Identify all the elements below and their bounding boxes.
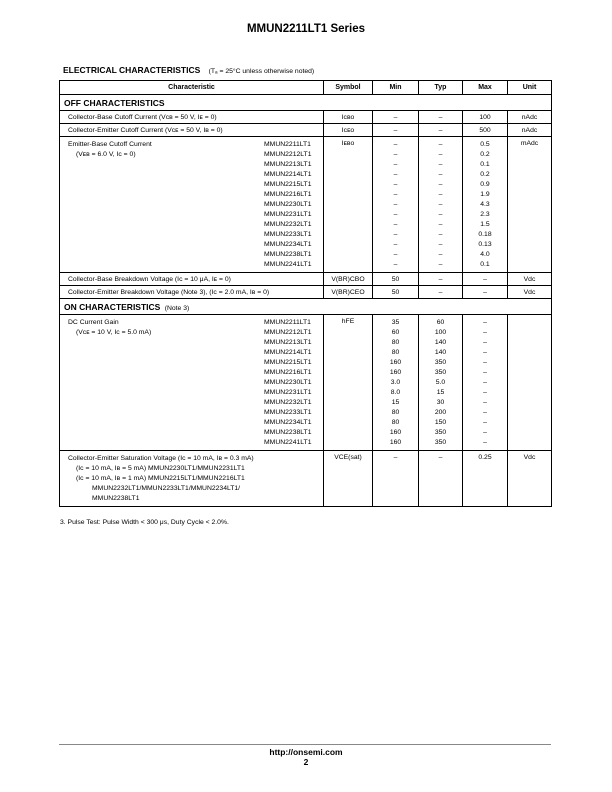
part-number: MMUN2216LT1 xyxy=(264,191,312,198)
icbo-characteristic: Collector-Base Cutoff Current (Vᴄʙ = 50 V, Iᴇ = 0) xyxy=(60,111,324,124)
iebo-typ-value: – xyxy=(438,141,443,148)
iebo-min-value: – xyxy=(393,151,398,158)
hfe-part-line xyxy=(68,428,319,438)
iebo-max-value: 0.18 xyxy=(478,231,492,238)
iebo-part-line xyxy=(68,160,319,170)
hfe-min-value: 160 xyxy=(389,439,402,446)
iebo-max-value: 0.13 xyxy=(478,241,492,248)
iceo-min: – xyxy=(373,124,419,137)
hfe-typ-column xyxy=(419,315,463,451)
iebo-typ-column xyxy=(419,137,463,273)
icbo-unit: nAdc xyxy=(508,111,552,124)
hfe-max-value: – xyxy=(483,439,487,446)
icbo-typ: – xyxy=(419,111,463,124)
table-row xyxy=(60,137,552,273)
iebo-min-value: – xyxy=(393,201,398,208)
hfe-typ-value: 350 xyxy=(434,429,447,436)
vbrceo-symbol: V(BR)CEO xyxy=(324,286,373,299)
iceo-max: 500 xyxy=(463,124,508,137)
iebo-min-column xyxy=(373,137,419,273)
vcesat-parts-2: MMUN2238LT1 xyxy=(92,495,140,502)
hfe-max-value: – xyxy=(483,349,487,356)
iebo-typ-value: – xyxy=(438,261,443,268)
off-section-title: OFF CHARACTERISTICS xyxy=(60,95,552,111)
vcesat-condition-2: (Iᴄ = 10 mA, Iʙ = 1 mA) MMUN2215LT1/MMUN2216LT1 xyxy=(76,475,245,482)
iebo-part-line xyxy=(68,170,319,180)
vbrcbo-max: – xyxy=(463,273,508,286)
vbrceo-min: 50 xyxy=(373,286,419,299)
header-max: Max xyxy=(463,81,508,95)
electrical-characteristics-table xyxy=(59,80,552,507)
hfe-typ-value: 15 xyxy=(436,389,445,396)
vcesat-condition-1: (Iᴄ = 10 mA, Iʙ = 5 mA) MMUN2230LT1/MMUN2231LT1 xyxy=(76,465,245,472)
hfe-max-column xyxy=(463,315,508,451)
on-section-title xyxy=(60,299,552,315)
section-title-text: ELECTRICAL CHARACTERISTICS xyxy=(63,65,201,75)
vbrcbo-symbol: V(BR)CBO xyxy=(324,273,373,286)
table-header-row xyxy=(60,81,552,95)
hfe-symbol: hFE xyxy=(324,315,373,451)
iebo-unit: mAdc xyxy=(508,137,552,273)
vbrceo-typ: – xyxy=(419,286,463,299)
vbrcbo-characteristic: Collector-Base Breakdown Voltage (Iᴄ = 10 μA, Iᴇ = 0) xyxy=(60,273,324,286)
part-number: MMUN2234LT1 xyxy=(264,419,312,426)
footer-divider xyxy=(59,744,551,745)
part-number: MMUN2232LT1 xyxy=(264,221,312,228)
vcesat-typ: – xyxy=(419,451,463,507)
iceo-characteristic: Collector-Emitter Cutoff Current (Vᴄᴇ = 50 V, Iʙ = 0) xyxy=(60,124,324,137)
vbrceo-unit: Vdc xyxy=(508,286,552,299)
table-row xyxy=(60,273,552,286)
part-number: MMUN2230LT1 xyxy=(264,379,312,386)
hfe-typ-value: 350 xyxy=(434,359,447,366)
iebo-min-value: – xyxy=(393,261,398,268)
vcesat-max: 0.25 xyxy=(463,451,508,507)
hfe-min-value: 35 xyxy=(391,319,400,326)
part-number: MMUN2212LT1 xyxy=(264,151,312,158)
vbrcbo-typ: – xyxy=(419,273,463,286)
iebo-min-value: – xyxy=(393,221,398,228)
vbrcbo-unit: Vdc xyxy=(508,273,552,286)
hfe-max-value: – xyxy=(483,409,487,416)
iebo-characteristic xyxy=(60,137,324,273)
vbrceo-max: – xyxy=(463,286,508,299)
iebo-max-value: 2.3 xyxy=(480,211,490,218)
hfe-part-line xyxy=(68,348,319,358)
iebo-part-line xyxy=(68,180,319,190)
hfe-typ-value: 140 xyxy=(434,339,447,346)
table-row xyxy=(60,124,552,137)
iebo-max-value: 0.1 xyxy=(480,161,490,168)
on-section-note: (Note 3) xyxy=(164,305,190,312)
hfe-part-line xyxy=(68,328,319,338)
iebo-max-value: 1.5 xyxy=(480,221,490,228)
hfe-characteristic xyxy=(60,315,324,451)
iebo-max-value: 0.5 xyxy=(480,141,490,148)
vbrceo-characteristic: Collector-Emitter Breakdown Voltage (Note 3), (Iᴄ = 2.0 mA, Iʙ = 0) xyxy=(60,286,324,299)
hfe-min-value: 80 xyxy=(391,339,400,346)
footer-url-link[interactable]: http://onsemi.com xyxy=(269,747,343,757)
hfe-min-value: 80 xyxy=(391,349,400,356)
hfe-label: DC Current Gain xyxy=(68,319,119,326)
part-number: MMUN2238LT1 xyxy=(264,429,312,436)
iebo-part-line xyxy=(68,140,319,150)
hfe-min-value: 15 xyxy=(391,399,400,406)
iebo-typ-value: – xyxy=(438,241,443,248)
hfe-max-value: – xyxy=(483,399,487,406)
iceo-symbol: Iᴄᴇᴏ xyxy=(324,124,373,137)
iebo-condition: (Vᴇʙ = 6.0 V, Iᴄ = 0) xyxy=(76,151,136,158)
hfe-typ-value: 140 xyxy=(434,349,447,356)
table-row xyxy=(60,451,552,507)
iceo-unit: nAdc xyxy=(508,124,552,137)
icbo-symbol: Iᴄʙᴏ xyxy=(324,111,373,124)
hfe-typ-value: 5.0 xyxy=(435,379,446,386)
iebo-label: Emitter-Base Cutoff Current xyxy=(68,141,152,148)
hfe-min-value: 3.0 xyxy=(390,379,401,386)
iebo-min-value: – xyxy=(393,231,398,238)
iebo-max-value: 4.0 xyxy=(480,251,490,258)
hfe-unit xyxy=(508,315,552,451)
hfe-max-value: – xyxy=(483,379,487,386)
hfe-condition: (Vᴄᴇ = 10 V, Iᴄ = 5.0 mA) xyxy=(76,329,152,336)
on-section-row xyxy=(60,299,552,315)
iebo-max-value: 0.9 xyxy=(480,181,490,188)
section-title xyxy=(63,65,314,75)
hfe-part-line xyxy=(68,398,319,408)
header-characteristic: Characteristic xyxy=(60,81,324,95)
part-number: MMUN2232LT1 xyxy=(264,399,312,406)
iebo-part-line xyxy=(68,230,319,240)
hfe-part-line xyxy=(68,368,319,378)
iebo-min-value: – xyxy=(393,141,398,148)
hfe-max-value: – xyxy=(483,389,487,396)
part-number: MMUN2233LT1 xyxy=(264,409,312,416)
vcesat-label: Collector-Emitter Saturation Voltage (Iᴄ = 10 mA, Iʙ = 0.3 mA) xyxy=(68,455,254,462)
hfe-typ-value: 350 xyxy=(434,369,447,376)
iebo-min-value: – xyxy=(393,181,398,188)
table-row xyxy=(60,286,552,299)
iebo-typ-value: – xyxy=(438,161,443,168)
hfe-typ-value: 60 xyxy=(436,319,445,326)
hfe-part-line xyxy=(68,418,319,428)
hfe-min-value: 80 xyxy=(391,409,400,416)
iebo-min-value: – xyxy=(393,211,398,218)
part-number: MMUN2241LT1 xyxy=(264,439,312,446)
iebo-min-value: – xyxy=(393,251,398,258)
iebo-typ-value: – xyxy=(438,191,443,198)
iebo-typ-value: – xyxy=(438,221,443,228)
iebo-min-value: – xyxy=(393,171,398,178)
header-min: Min xyxy=(373,81,419,95)
iebo-part-line xyxy=(68,150,319,160)
iebo-max-value: 4.3 xyxy=(480,201,490,208)
hfe-max-value: – xyxy=(483,359,487,366)
iebo-max-value: 0.2 xyxy=(480,151,490,158)
table-row xyxy=(60,111,552,124)
hfe-min-value: 160 xyxy=(389,429,402,436)
part-number: MMUN2230LT1 xyxy=(264,201,312,208)
part-number: MMUN2213LT1 xyxy=(264,161,312,168)
part-number: MMUN2211LT1 xyxy=(264,319,311,326)
hfe-typ-value: 150 xyxy=(434,419,447,426)
vcesat-symbol: VCE(sat) xyxy=(324,451,373,507)
part-number: MMUN2214LT1 xyxy=(264,171,312,178)
hfe-typ-value: 350 xyxy=(434,439,447,446)
part-number: MMUN2212LT1 xyxy=(264,329,312,336)
icbo-max: 100 xyxy=(463,111,508,124)
iebo-part-line xyxy=(68,200,319,210)
hfe-typ-value: 200 xyxy=(434,409,447,416)
hfe-max-value: – xyxy=(483,419,487,426)
vcesat-characteristic xyxy=(60,451,324,507)
hfe-part-line xyxy=(68,438,319,448)
part-number: MMUN2231LT1 xyxy=(264,211,312,218)
part-number: MMUN2215LT1 xyxy=(264,359,312,366)
hfe-lines xyxy=(68,318,319,448)
iebo-lines xyxy=(68,140,319,270)
hfe-typ-value: 30 xyxy=(436,399,445,406)
iebo-part-line xyxy=(68,210,319,220)
hfe-part-line xyxy=(68,408,319,418)
header-symbol: Symbol xyxy=(324,81,373,95)
document-title: MMUN2211LT1 Series xyxy=(246,23,366,35)
iebo-part-line xyxy=(68,260,319,270)
part-number: MMUN2241LT1 xyxy=(264,261,312,268)
iebo-part-line xyxy=(68,250,319,260)
iebo-typ-value: – xyxy=(438,231,443,238)
vcesat-parts-1: MMUN2232LT1/MMUN2233LT1/MMUN2234LT1/ xyxy=(92,485,241,492)
iebo-min-value: – xyxy=(393,191,398,198)
hfe-max-value: – xyxy=(483,369,487,376)
hfe-min-value: 8.0 xyxy=(390,389,401,396)
iebo-min-value: – xyxy=(393,161,398,168)
part-number: MMUN2211LT1 xyxy=(264,141,311,148)
iebo-typ-value: – xyxy=(438,201,443,208)
icbo-min: – xyxy=(373,111,419,124)
iebo-part-line xyxy=(68,220,319,230)
part-number: MMUN2231LT1 xyxy=(264,389,312,396)
hfe-max-value: – xyxy=(483,329,487,336)
hfe-typ-value: 100 xyxy=(434,329,447,336)
hfe-min-value: 160 xyxy=(389,359,402,366)
part-number: MMUN2234LT1 xyxy=(264,241,312,248)
iebo-typ-value: – xyxy=(438,251,443,258)
hfe-part-line xyxy=(68,338,319,348)
iebo-part-line xyxy=(68,190,319,200)
footnote: 3. Pulse Test: Pulse Width < 300 μs, Duty Cycle < 2.0%. xyxy=(60,519,229,526)
hfe-part-line xyxy=(68,358,319,368)
part-number: MMUN2216LT1 xyxy=(264,369,312,376)
hfe-part-line xyxy=(68,318,319,328)
header-typ: Typ xyxy=(419,81,463,95)
hfe-min-value: 80 xyxy=(391,419,400,426)
iebo-typ-value: – xyxy=(438,181,443,188)
iceo-typ: – xyxy=(419,124,463,137)
page-number: 2 xyxy=(303,757,309,767)
part-number: MMUN2213LT1 xyxy=(264,339,312,346)
vbrcbo-min: 50 xyxy=(373,273,419,286)
hfe-max-value: – xyxy=(483,429,487,436)
section-condition: (Tₐ = 25°C unless otherwise noted) xyxy=(208,68,315,75)
hfe-part-line xyxy=(68,388,319,398)
hfe-max-value: – xyxy=(483,339,487,346)
iebo-symbol: Iᴇʙᴏ xyxy=(324,137,373,273)
part-number: MMUN2215LT1 xyxy=(264,181,312,188)
vcesat-min: – xyxy=(373,451,419,507)
iebo-min-value: – xyxy=(393,241,398,248)
off-section-row xyxy=(60,95,552,111)
part-number: MMUN2233LT1 xyxy=(264,231,312,238)
part-number: MMUN2214LT1 xyxy=(264,349,312,356)
table-row xyxy=(60,315,552,451)
part-number: MMUN2238LT1 xyxy=(264,251,312,258)
hfe-min-column xyxy=(373,315,419,451)
iebo-max-column xyxy=(463,137,508,273)
on-section-title-text: ON CHARACTERISTICS xyxy=(64,302,161,312)
iebo-part-line xyxy=(68,240,319,250)
iebo-typ-value: – xyxy=(438,171,443,178)
iebo-max-value: 1.9 xyxy=(480,191,490,198)
iebo-max-value: 0.2 xyxy=(480,171,490,178)
hfe-min-value: 160 xyxy=(389,369,402,376)
header-unit: Unit xyxy=(508,81,552,95)
hfe-part-line xyxy=(68,378,319,388)
iebo-max-value: 0.1 xyxy=(480,261,490,268)
hfe-max-value: – xyxy=(483,319,487,326)
iebo-typ-value: – xyxy=(438,151,443,158)
hfe-min-value: 60 xyxy=(391,329,400,336)
iebo-typ-value: – xyxy=(438,211,443,218)
vcesat-unit: Vdc xyxy=(508,451,552,507)
